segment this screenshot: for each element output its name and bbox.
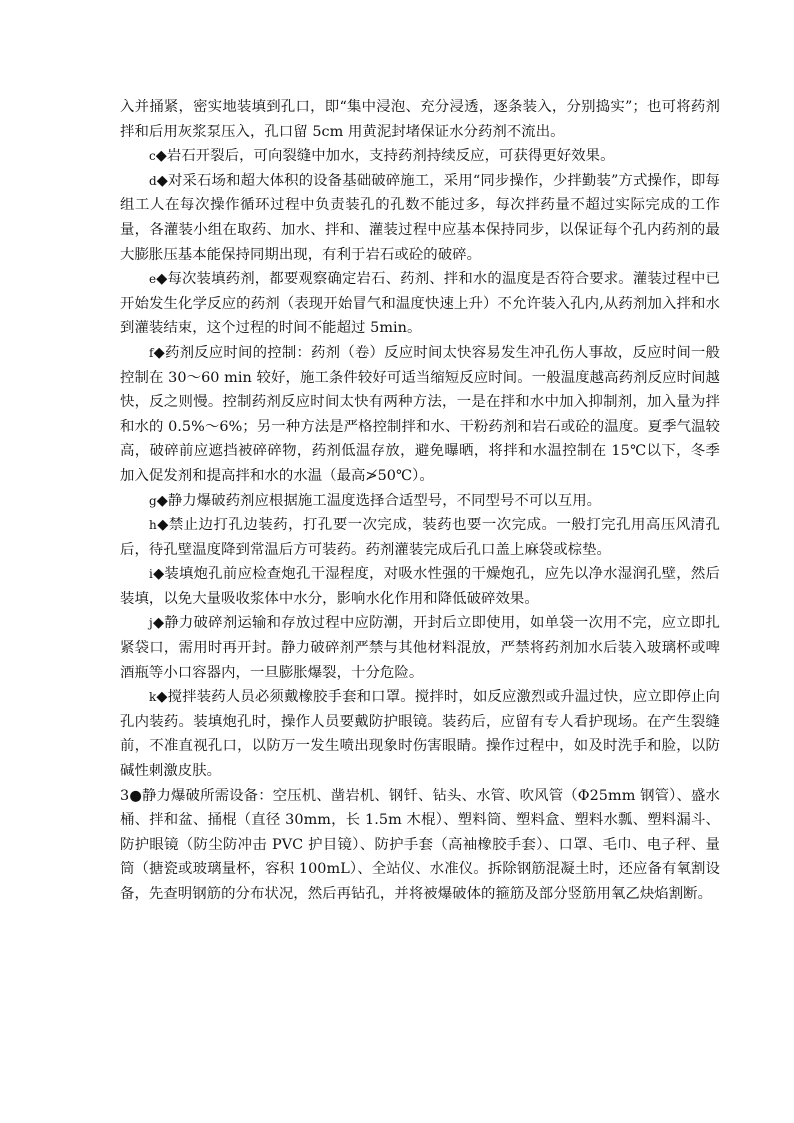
- paragraph-c: [120, 144, 720, 169]
- paragraph-text: 入并捅紧，密实地装填到孔口，即“集中浸泡、充分浸透，逐条装入，分别捣实”；也可将药剂拌和后用灰浆泵压入，孔口留 5cm 用黄泥封堵保证水分药剂不流出。: [120, 99, 720, 140]
- paragraph-d: [120, 169, 720, 267]
- item-marker: f: [149, 345, 154, 360]
- paragraph-text: ◆禁止边打孔边装药，打孔要一次完成，装药也要一次完成。一般打完孔用高压风清孔后，待孔壁温度降到常温后方可装药。药剂灌装完成后孔口盖上麻袋或棕垫。: [120, 517, 720, 558]
- item-marker: i: [149, 567, 153, 582]
- item-marker: k: [149, 690, 157, 705]
- paragraph-h: [120, 513, 720, 562]
- item-marker: g: [149, 493, 157, 508]
- item-marker: e: [149, 272, 157, 287]
- paragraph-g: [120, 489, 720, 514]
- paragraph-text: ◆装填炮孔前应检查炮孔干湿程度，对吸水性强的干燥炮孔，应先以净水湿润孔壁，然后装填，以免大量吸收浆体中水分，影响水化作用和降低破碎效果。: [120, 566, 720, 607]
- paragraph-e: [120, 267, 720, 341]
- paragraph-k: [120, 685, 720, 783]
- item-marker: d: [149, 173, 157, 188]
- item-marker: j: [149, 616, 153, 631]
- paragraph-text: ◆岩石开裂后，可向裂缝中加水，支持药剂持续反应，可获得更好效果。: [155, 148, 615, 165]
- paragraph-text: ◆静力爆破药剂应根据施工温度选择合适型号，不同型号不可以互用。: [156, 492, 602, 509]
- paragraph-text: ◆药剂反应时间的控制：药剂（卷）反应时间太快容易发生冲孔伤人事故，反应时间一般控制在 30～60 min 较好，施工条件较好可适当缩短反应时间。一般温度越高药剂反应时间越快，反之则慢。控制药剂反应时间太快有两种方法，一是在拌和水中加入抑制剂，加入量为拌和水的 0.5%～6%；另一种方法是严格控制拌和水、干粉药剂和岩石或砼的温度。夏季气温较高，破碎前应遮挡被碎碎物，药剂低温存放，避免曝晒，将拌和水温控制在 15℃以下，冬季加入促发剂和提高拌和水的水温（最高≯50℃）。: [120, 344, 720, 484]
- paragraph-f: [120, 341, 720, 489]
- paragraph-text: ◆搅拌装药人员必须戴橡胶手套和口罩。搅拌时，如反应激烈或升温过快，应立即停止向孔内装药。装填炮孔时，操作人员要戴防护眼镜。装药后，应留有专人看护现场。在产生裂缝前，不准直视孔口，以防万一发生喷出现象时伤害眼睛。操作过程中，如及时洗手和脸，以防碱性刺激皮肤。: [120, 689, 720, 780]
- item-marker: c: [149, 149, 156, 164]
- paragraph-text: 3●静力爆破所需设备：空压机、凿岩机、钢钎、钻头、水管、吹风管（Φ25mm 钢管）、盛水桶、拌和盆、捅棍（直径 30mm，长 1.5m 木棍）、塑料筒、塑料盒、塑料水瓢、塑料漏斗、防护眼镜（防尘防冲击 PVC 护目镜）、防护手套（高袖橡胶手套）、口罩、毛巾、电子秤、量筒（搪瓷或玻璃量杯，容积 100mL）、全站仪、水准仪。拆除钢筋混凝土时，还应备有氧割设备，先查明钢筋的分布状况，然后再钻孔，并将被爆破体的箍筋及部分竖筋用氧乙炔焰割断。: [120, 787, 720, 902]
- paragraph-j: [120, 611, 720, 685]
- document-page: [120, 95, 720, 907]
- item-marker: h: [149, 518, 157, 533]
- paragraph-equipment: [120, 784, 720, 907]
- paragraph-text: ◆对采石场和超大体积的设备基础破碎施工，采用“同步操作，少拌勤装”方式操作，即每组工人在每次操作循环过程中负责装孔的孔数不能过多，每次拌药量不超过实际完成的工作量，各灌装小组在取药、加水、拌和、灌装过程中应基本保持同步，以保证每个孔内药剂的最大膨胀压基本能保持同期出现，有利于岩石或砼的破碎。: [120, 172, 720, 263]
- paragraph-text: ◆静力破碎剂运输和存放过程中应防潮，开封后立即使用，如单袋一次用不完，应立即扎紧袋口，需用时再开封。静力破碎剂严禁与其他材料混放，严禁将药剂加水后装入玻璃杯或啤酒瓶等小口容器内，一旦膨胀爆裂，十分危险。: [120, 615, 720, 681]
- paragraph-i: [120, 562, 720, 611]
- paragraph-continuation: [120, 95, 720, 144]
- paragraph-text: ◆每次装填药剂，都要观察确定岩石、药剂、拌和水的温度是否符合要求。灌装过程中已开始发生化学反应的药剂（表现开始冒气和温度快速上升）不允许装入孔内,从药剂加入拌和水到灌装结束，这个过程的时间不能超过 5min。: [120, 271, 720, 337]
